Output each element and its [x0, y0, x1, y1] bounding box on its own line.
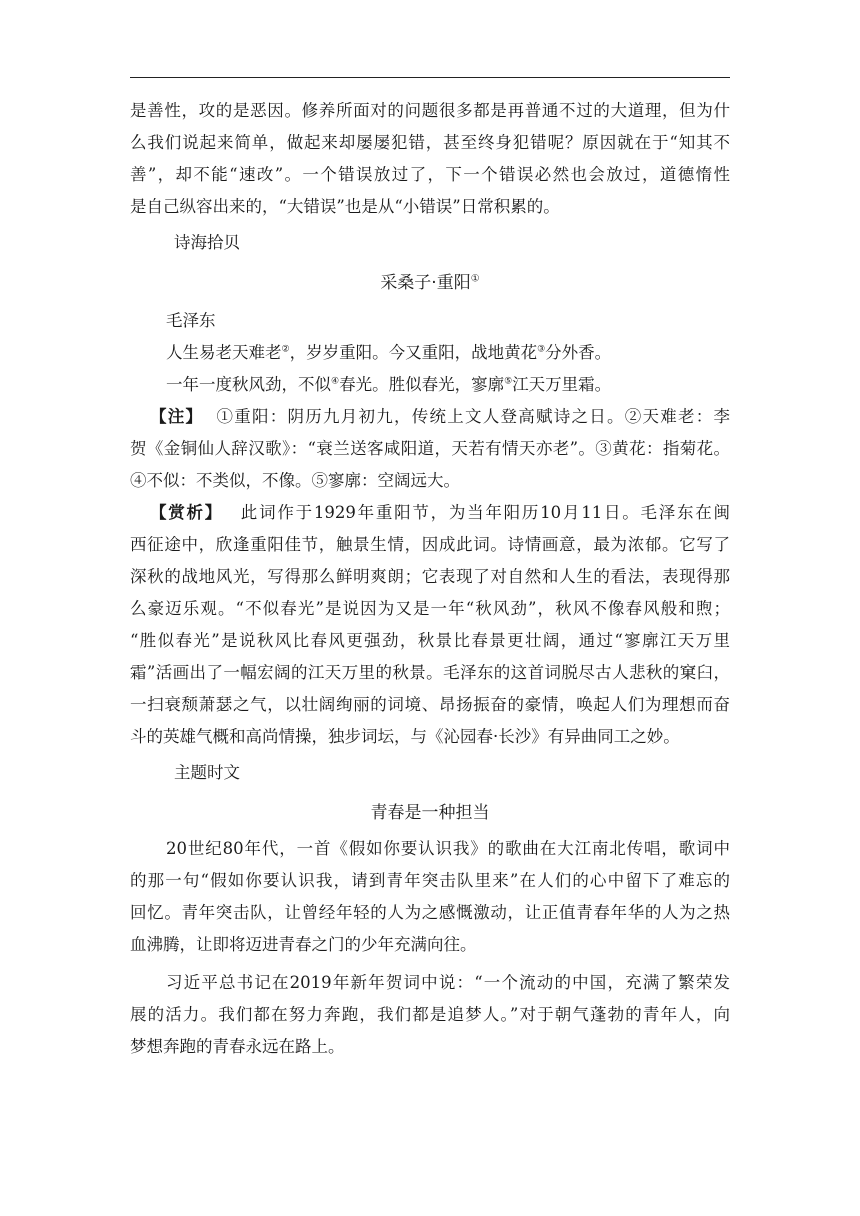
text-line: 梦想奔跑的青春永远在路上。 — [130, 1037, 345, 1056]
appreciation-line: 么豪迈乐观。“不似春光”是说因为又是一年“秋风劲”，秋风不像春风般和煦； — [130, 599, 730, 618]
notes-line — [130, 401, 730, 433]
poem-line-2 — [130, 369, 730, 401]
notes-text: ①重阳：阴历九月初九，传统上文人登高赋诗之日。②天难老：李 — [215, 407, 730, 426]
text-line: 回忆。青年突击队，让曾经年轻的人为之感慨激动，让正值青春年华的人为之热 — [130, 903, 730, 922]
text-line: 的那一句“假如你要认识我，请到青年突击队里来”在人们的心中留下了难忘的 — [130, 871, 730, 890]
appreciation-tag: 【赏析】 — [150, 503, 224, 522]
appreciation-line: 西征途中，欣逢重阳佳节，触景生情，因成此词。诗情画意，最为浓郁。它写了 — [130, 535, 730, 554]
poem-text: 春光。胜似春光，寥廓 — [339, 375, 505, 394]
section-label-theme: 主题时文 — [174, 763, 240, 782]
poem-title — [130, 267, 730, 299]
text-line: 是自己纵容出来的，“大错误”也是从“小错误”日常积累的。 — [130, 197, 560, 216]
poem-appreciation — [130, 497, 730, 753]
footnote-marker: ⑤ — [504, 376, 513, 387]
text-line: 习近平总书记在2019年新年贺词中说：“一个流动的中国，充满了繁荣发 — [166, 973, 730, 992]
poem-text: 江天万里霜。 — [512, 375, 612, 394]
essay-paragraph — [130, 95, 730, 223]
text-line: 20世纪80年代，一首《假如你要认识我》的歌曲在大江南北传唱，歌词中 — [166, 839, 730, 858]
poem-notes — [130, 401, 730, 497]
footnote-marker: ② — [281, 344, 290, 355]
notes-line: ④不似：不类似，不像。⑤寥廓：空阔远大。 — [130, 471, 460, 490]
essay-title: 青春是一种担当 — [370, 803, 490, 823]
section-label-poetry: 诗海拾贝 — [174, 233, 240, 252]
text-line: 是善性，攻的是恶因。修养所面对的问题很多都是再普通不过的大道理，但为什 — [130, 101, 730, 120]
appreciation-text: 此词作于1929年重阳节，为当年阳历10月11日。毛泽东在闽 — [239, 503, 730, 522]
essay-paragraph-2 — [130, 967, 730, 1063]
footnote-marker: ① — [470, 273, 480, 285]
poem-text: 一年一度秋风劲，不似 — [166, 375, 331, 394]
poem-title-text: 采桑子·重阳 — [380, 273, 471, 293]
text-line: 展的活力。我们都在努力奔跑，我们都是追梦人。”对于朝气蓬勃的青年人，向 — [130, 1005, 730, 1024]
appreciation-line: 霜”活画出了一幅宏阔的江天万里的秋景。毛泽东的这首词脱尽古人悲秋的窠臼， — [130, 663, 730, 682]
poem-line-1 — [130, 337, 730, 369]
text-line: 血沸腾，让即将迈进青春之门的少年充满向往。 — [130, 935, 477, 954]
poem-text: 分外香。 — [545, 343, 612, 362]
footnote-marker: ③ — [537, 344, 546, 355]
notes-tag: 【注】 — [150, 407, 204, 426]
poem-text: ，岁岁重阳。今又重阳，战地黄花 — [289, 343, 538, 362]
poem-text: 人生易老天难老 — [166, 343, 282, 362]
header-rule — [130, 77, 730, 78]
appreciation-line: “胜似春光”是说秋风比春风更强劲，秋景比春景更壮阔，通过“寥廓江天万里 — [130, 631, 730, 650]
footnote-marker: ④ — [331, 376, 340, 387]
appreciation-line: 一扫衰颓萧瑟之气，以壮阔绚丽的词境、昂扬振奋的豪情，唤起人们为理想而奋 — [130, 695, 730, 714]
text-line: 么我们说起来简单，做起来却屡屡犯错，甚至终身犯错呢？原因就在于“知其不 — [130, 133, 730, 152]
text-line: 善”，却不能“速改”。一个错误放过了，下一个错误必然也会放过，道德惰性 — [130, 165, 730, 184]
appreciation-line: 深秋的战地风光，写得那么鲜明爽朗；它表现了对自然和人生的看法，表现得那 — [130, 567, 730, 586]
appreciation-line — [130, 497, 730, 529]
poem-author: 毛泽东 — [166, 311, 216, 330]
essay-paragraph-1 — [130, 833, 730, 961]
page-content — [130, 95, 730, 1063]
notes-line: 贺《金铜仙人辞汉歌》：“衰兰送客咸阳道，天若有情天亦老”。③黄花：指菊花。 — [130, 439, 730, 458]
appreciation-line: 斗的英雄气概和高尚情操，独步词坛，与《沁园春·长沙》有异曲同工之妙。 — [130, 727, 680, 746]
